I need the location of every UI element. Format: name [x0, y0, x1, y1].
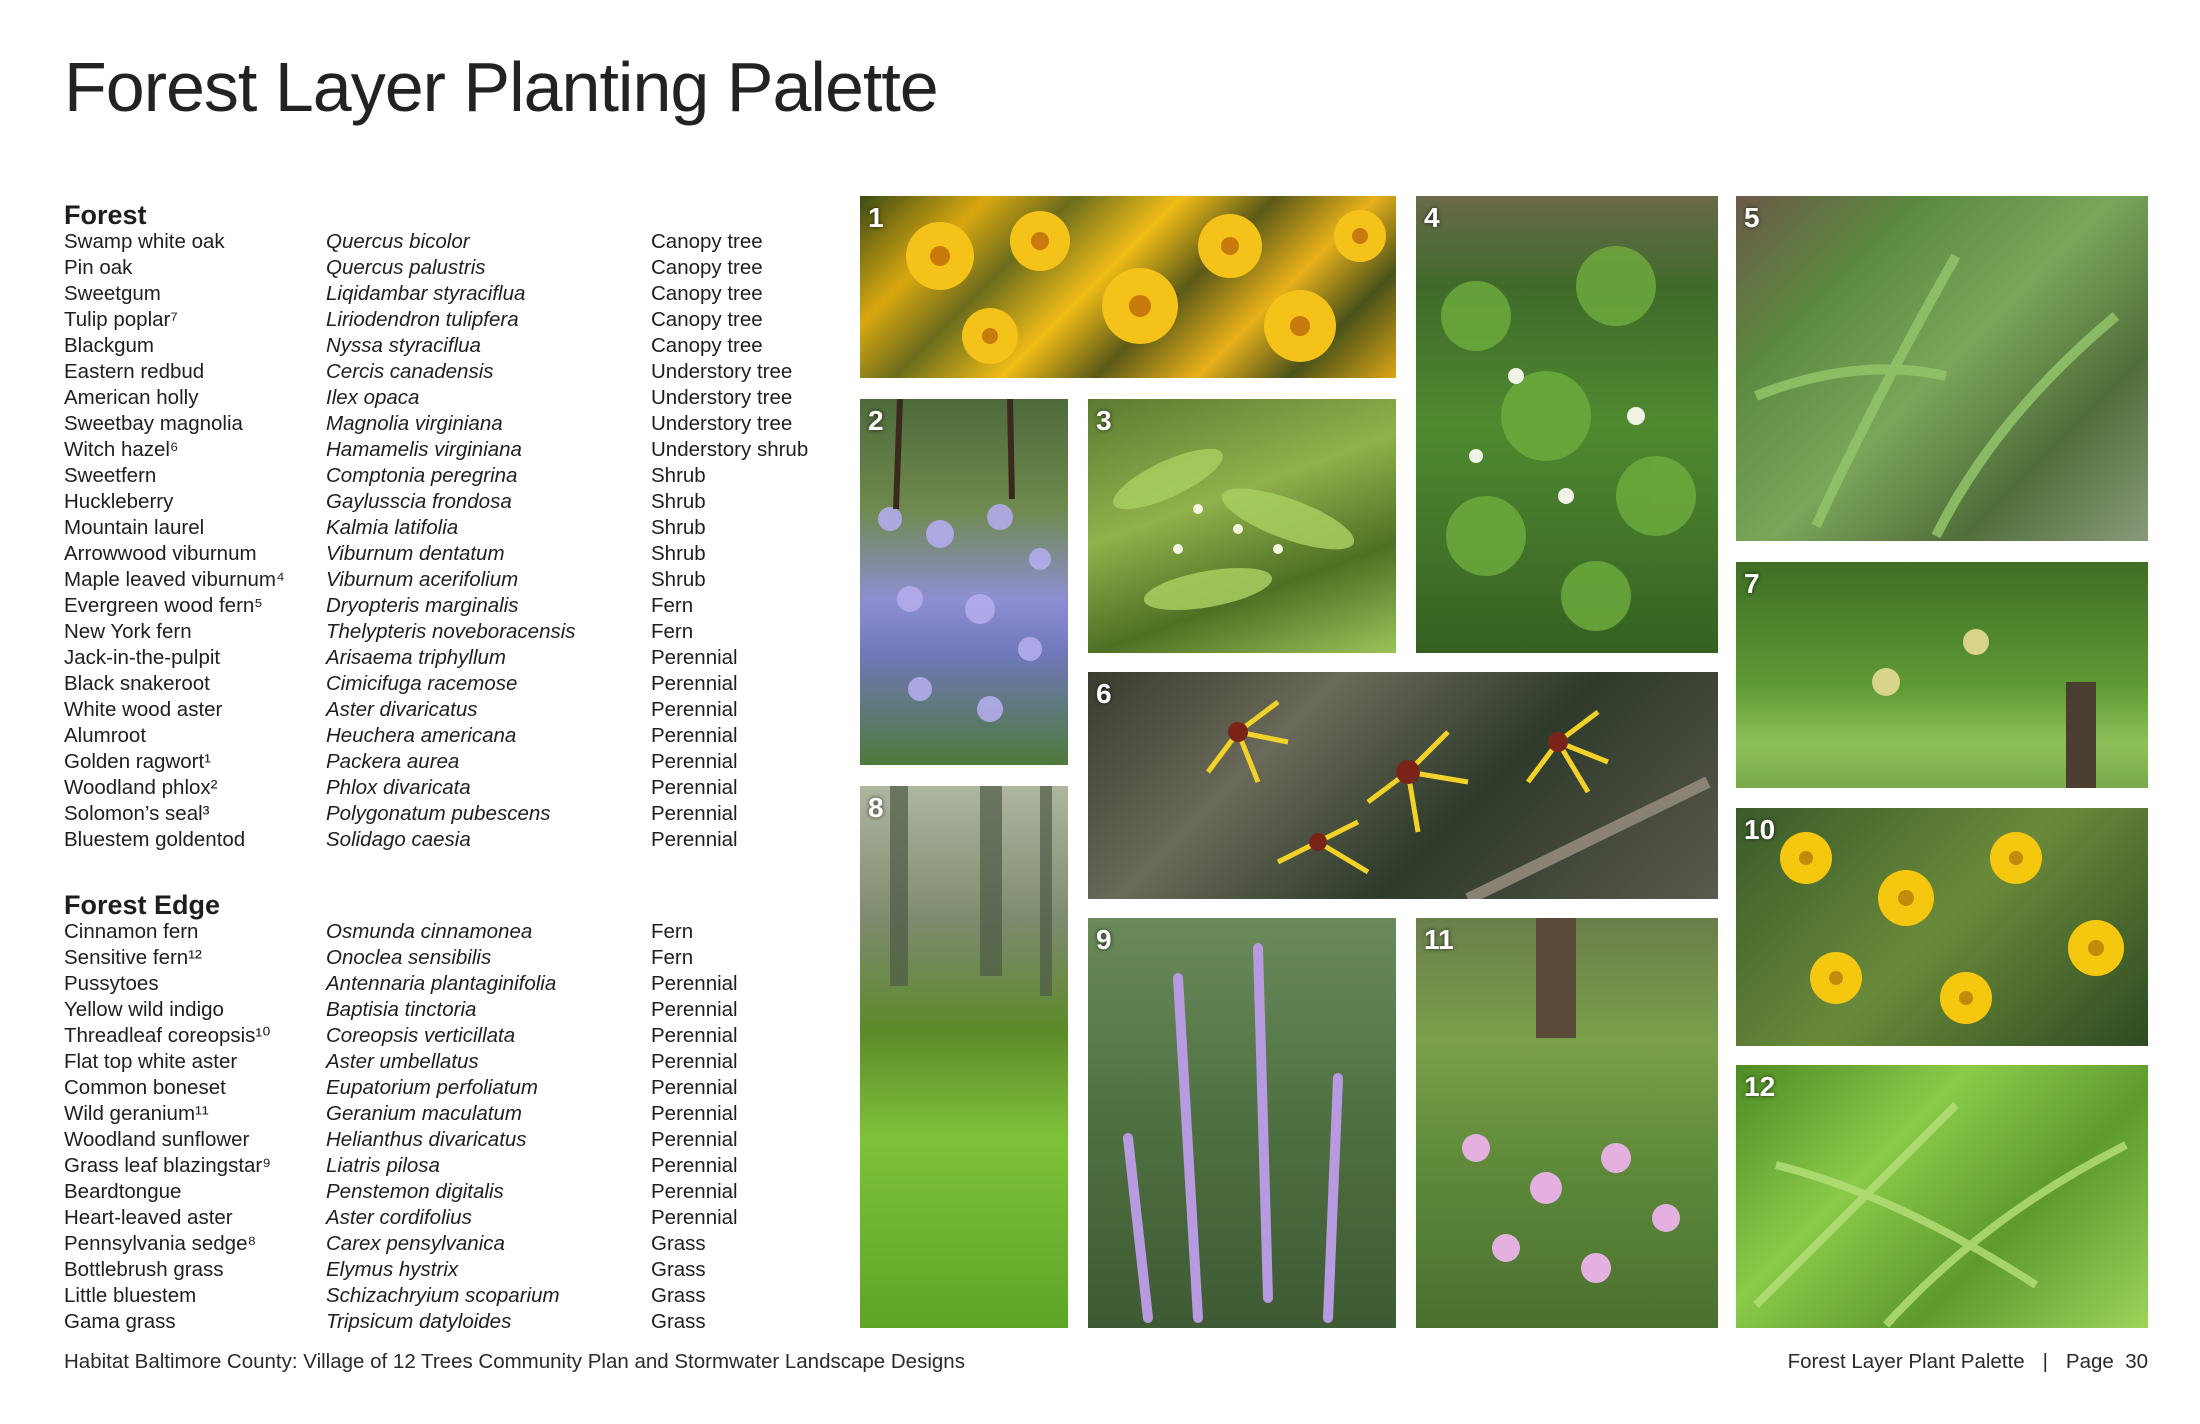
- photo-10: [1736, 808, 2148, 1046]
- common-name: Evergreen wood fern⁵: [64, 594, 263, 617]
- scientific-name: Polygonatum pubescens: [326, 802, 551, 825]
- common-name: Pussytoes: [64, 972, 159, 995]
- plant-row: [64, 919, 694, 945]
- common-name: Heart-leaved aster: [64, 1206, 233, 1229]
- scientific-name: Nyssa styraciflua: [326, 334, 481, 357]
- plant-type: Perennial: [651, 750, 738, 773]
- common-name: Grass leaf blazingstar⁹: [64, 1154, 272, 1177]
- plant-type: Understory tree: [651, 360, 793, 383]
- common-name: Pin oak: [64, 256, 133, 279]
- footer-separator: |: [2042, 1350, 2048, 1373]
- plant-row: [64, 437, 809, 463]
- scientific-name: Gaylusscia frondosa: [326, 490, 512, 513]
- photo-number: 9: [1096, 924, 1112, 955]
- plant-row: [64, 229, 763, 255]
- plant-row: [64, 541, 706, 567]
- photo-number: 5: [1744, 202, 1760, 233]
- common-name: Witch hazel⁶: [64, 438, 179, 461]
- common-name: Blackgum: [64, 334, 155, 357]
- plant-type: Perennial: [651, 802, 738, 825]
- threadleaf-coreopsis-icon: [1736, 808, 2148, 1046]
- scientific-name: Schizachryium scoparium: [326, 1284, 560, 1307]
- common-name: American holly: [64, 386, 199, 409]
- plant-type: Perennial: [651, 698, 738, 721]
- forest-edge-plant-list: [64, 890, 738, 1335]
- common-name: Threadleaf coreopsis¹⁰: [64, 1024, 271, 1047]
- scientific-name: Packera aurea: [326, 750, 460, 773]
- common-name: Yellow wild indigo: [64, 998, 224, 1021]
- photo-8: [860, 786, 1068, 1328]
- plant-type: Canopy tree: [651, 256, 763, 279]
- scientific-name: Viburnum dentatum: [326, 542, 505, 565]
- scientific-name: Cercis canadensis: [326, 360, 494, 383]
- footer-page-info: [1788, 1350, 2148, 1374]
- plant-type: Understory tree: [651, 386, 793, 409]
- common-name: New York fern: [64, 620, 192, 643]
- plant-row: [64, 489, 706, 515]
- footer-document-title: Habitat Baltimore County: Village of 12 Trees Community Plan and Stormwater Landscape Designs: [64, 1350, 965, 1373]
- plant-type: Canopy tree: [651, 334, 763, 357]
- golden-ragwort-icon: [860, 196, 1396, 378]
- common-name: Woodland sunflower: [64, 1128, 250, 1151]
- common-name: Flat top white aster: [64, 1050, 238, 1073]
- scientific-name: Osmunda cinnamonea: [326, 920, 533, 943]
- plant-type: Understory tree: [651, 412, 793, 435]
- scientific-name: Ilex opaca: [326, 386, 420, 409]
- common-name: White wood aster: [64, 698, 223, 721]
- plant-type: Canopy tree: [651, 230, 763, 253]
- plant-type: Perennial: [651, 672, 738, 695]
- plant-row: [64, 1075, 738, 1101]
- plant-row: [64, 749, 738, 775]
- solomons-seal-icon: [1088, 399, 1396, 653]
- common-name: Woodland phlox²: [64, 776, 218, 799]
- pennsylvania-sedge-icon: [860, 786, 1068, 1328]
- photo-number: 6: [1096, 678, 1112, 709]
- plant-type: Shrub: [651, 464, 706, 487]
- photo-12: [1736, 1065, 2148, 1328]
- plant-row: [64, 697, 738, 723]
- scientific-name: Geranium maculatum: [326, 1102, 522, 1125]
- common-name: Black snakeroot: [64, 672, 210, 695]
- plant-row: [64, 775, 738, 801]
- common-name: Solomon’s seal³: [64, 802, 210, 825]
- photo-number: 12: [1744, 1071, 1776, 1102]
- common-name: Arrowwood viburnum: [64, 542, 257, 565]
- scientific-name: Baptisia tinctoria: [326, 998, 477, 1021]
- plant-type: Perennial: [651, 646, 738, 669]
- photo-3: [1088, 399, 1396, 653]
- sensitive-fern-icon: [1736, 1065, 2148, 1328]
- plant-type: Perennial: [651, 998, 738, 1021]
- tulip-poplar-icon: [1736, 562, 2148, 788]
- plant-row: [64, 671, 738, 697]
- plant-row: [64, 945, 694, 971]
- common-name: Beardtongue: [64, 1180, 182, 1203]
- scientific-name: Quercus palustris: [326, 256, 486, 279]
- wild-geranium-icon: [1416, 918, 1718, 1328]
- photo-11: [1416, 918, 1718, 1328]
- plant-row: [64, 359, 793, 385]
- scientific-name: Liatris pilosa: [326, 1154, 440, 1177]
- scientific-name: Tripsicum datyloides: [326, 1310, 512, 1333]
- plant-row: [64, 1205, 738, 1231]
- common-name: Pennsylvania sedge⁸: [64, 1232, 257, 1255]
- scientific-name: Liqidambar styraciflua: [326, 282, 526, 305]
- plant-row: [64, 1153, 738, 1179]
- plant-row: [64, 1127, 738, 1153]
- plant-type: Fern: [651, 620, 694, 643]
- scientific-name: Solidago caesia: [326, 828, 471, 851]
- common-name: Eastern redbud: [64, 360, 205, 383]
- plant-type: Fern: [651, 946, 694, 969]
- photo-2: [860, 399, 1068, 765]
- scientific-name: Kalmia latifolia: [326, 516, 459, 539]
- photo-5: [1736, 196, 2148, 541]
- common-name: Little bluestem: [64, 1284, 197, 1307]
- plant-row: [64, 619, 694, 645]
- common-name: Swamp white oak: [64, 230, 225, 253]
- photo-4: [1416, 196, 1718, 653]
- plant-type: Perennial: [651, 1024, 738, 1047]
- plant-type: Fern: [651, 594, 694, 617]
- common-name: Huckleberry: [64, 490, 174, 513]
- witch-hazel-icon: [1088, 672, 1718, 899]
- plant-row: [64, 801, 738, 827]
- scientific-name: Coreopsis verticillata: [326, 1024, 516, 1047]
- common-name: Cinnamon fern: [64, 920, 199, 943]
- plant-row: [64, 1257, 706, 1283]
- photo-number: 10: [1744, 814, 1776, 845]
- scientific-name: Cimicifuga racemose: [326, 672, 518, 695]
- plant-row: [64, 515, 706, 541]
- plant-type: Perennial: [651, 828, 738, 851]
- maple-leaved-viburnum-icon: [1416, 196, 1718, 653]
- plant-row: [64, 827, 738, 853]
- plant-row: [64, 1049, 738, 1075]
- page-title: Forest Layer Planting Palette: [64, 48, 938, 126]
- plant-row: [64, 1101, 738, 1127]
- plant-type: Grass: [651, 1232, 706, 1255]
- section-heading: Forest: [64, 200, 147, 230]
- plant-row: [64, 971, 738, 997]
- plant-type: Grass: [651, 1310, 706, 1333]
- scientific-name: Onoclea sensibilis: [326, 946, 492, 969]
- photo-number: 4: [1424, 202, 1440, 233]
- photo-number: 2: [868, 405, 884, 436]
- plant-type: Shrub: [651, 542, 706, 565]
- plant-type: Perennial: [651, 972, 738, 995]
- scientific-name: Eupatorium perfoliatum: [326, 1076, 538, 1099]
- common-name: Sensitive fern¹²: [64, 946, 202, 969]
- scientific-name: Carex pensylvanica: [326, 1232, 505, 1255]
- photo-9: [1088, 918, 1396, 1328]
- forest-plant-list: [64, 200, 809, 853]
- plant-type: Perennial: [651, 1128, 738, 1151]
- common-name: Bluestem goldentod: [64, 828, 246, 851]
- scientific-name: Aster cordifolius: [326, 1206, 472, 1229]
- common-name: Jack-in-the-pulpit: [64, 646, 221, 669]
- plant-row: [64, 1023, 738, 1049]
- scientific-name: Hamamelis virginiana: [326, 438, 522, 461]
- plant-type: Shrub: [651, 568, 706, 591]
- common-name: Gama grass: [64, 1310, 176, 1333]
- scientific-name: Comptonia peregrina: [326, 464, 518, 487]
- common-name: Sweetgum: [64, 282, 161, 305]
- scientific-name: Viburnum acerifolium: [326, 568, 519, 591]
- common-name: Sweetfern: [64, 464, 157, 487]
- plant-row: [64, 645, 738, 671]
- plant-type: Perennial: [651, 1206, 738, 1229]
- plant-type: Canopy tree: [651, 308, 763, 331]
- scientific-name: Aster umbellatus: [326, 1050, 479, 1073]
- plant-type: Shrub: [651, 516, 706, 539]
- plant-row: [64, 1309, 706, 1335]
- plant-row: [64, 281, 763, 307]
- plant-type: Perennial: [651, 1180, 738, 1203]
- common-name: Alumroot: [64, 724, 147, 747]
- plant-row: [64, 307, 763, 333]
- plant-row: [64, 997, 738, 1023]
- plant-type: Perennial: [651, 724, 738, 747]
- scientific-name: Aster divaricatus: [326, 698, 478, 721]
- plant-row: [64, 255, 763, 281]
- plant-rows: [64, 919, 738, 1335]
- plant-row: [64, 723, 738, 749]
- photo-number: 1: [868, 202, 884, 233]
- common-name: Golden ragwort¹: [64, 750, 211, 773]
- plant-type: Perennial: [651, 1076, 738, 1099]
- plant-rows: [64, 229, 809, 853]
- plant-type: Fern: [651, 920, 694, 943]
- scientific-name: Penstemon digitalis: [326, 1180, 504, 1203]
- scientific-name: Dryopteris marginalis: [326, 594, 519, 617]
- common-name: Mountain laurel: [64, 516, 205, 539]
- scientific-name: Quercus bicolor: [326, 230, 470, 253]
- scientific-name: Antennaria plantaginifolia: [326, 972, 557, 995]
- section-heading: Forest Edge: [64, 890, 221, 920]
- common-name: Sweetbay magnolia: [64, 412, 243, 435]
- plant-type: Shrub: [651, 490, 706, 513]
- scientific-name: Heuchera americana: [326, 724, 517, 747]
- plant-row: [64, 385, 793, 411]
- plant-row: [64, 593, 694, 619]
- plant-type: Grass: [651, 1284, 706, 1307]
- scientific-name: Arisaema triphyllum: [326, 646, 506, 669]
- photo-number: 8: [868, 792, 884, 823]
- plant-row: [64, 1231, 706, 1257]
- photo-7: [1736, 562, 2148, 788]
- scientific-name: Elymus hystrix: [326, 1258, 459, 1281]
- evergreen-wood-fern-icon: [1736, 196, 2148, 541]
- page-number: Page 30: [2065, 1350, 2148, 1373]
- common-name: Bottlebrush grass: [64, 1258, 224, 1281]
- common-name: Wild geranium¹¹: [64, 1102, 209, 1125]
- plant-type: Perennial: [651, 776, 738, 799]
- woodland-phlox-icon: [860, 399, 1068, 765]
- common-name: Common boneset: [64, 1076, 226, 1099]
- plant-row: [64, 1179, 738, 1205]
- plant-type: Understory shrub: [651, 438, 809, 461]
- scientific-name: Liriodendron tulipfera: [326, 308, 519, 331]
- plant-type: Perennial: [651, 1102, 738, 1125]
- plant-type: Grass: [651, 1258, 706, 1281]
- scientific-name: Helianthus divaricatus: [326, 1128, 527, 1151]
- photo-number: 7: [1744, 568, 1760, 599]
- photo-1: [860, 196, 1396, 378]
- scientific-name: Thelypteris noveboracensis: [326, 620, 576, 643]
- plant-type: Canopy tree: [651, 282, 763, 305]
- footer-section-name: Forest Layer Plant Palette: [1787, 1350, 2025, 1373]
- plant-type: Perennial: [651, 1050, 738, 1073]
- grass-leaf-blazingstar-icon: [1088, 918, 1396, 1328]
- common-name: Maple leaved viburnum⁴: [64, 568, 285, 591]
- common-name: Tulip poplar⁷: [64, 308, 178, 331]
- photo-number: 3: [1096, 405, 1112, 436]
- scientific-name: Phlox divaricata: [326, 776, 471, 799]
- scientific-name: Magnolia virginiana: [326, 412, 503, 435]
- plant-row: [64, 1283, 706, 1309]
- plant-row: [64, 411, 793, 437]
- plant-row: [64, 463, 706, 489]
- plant-row: [64, 333, 763, 359]
- plant-type: Perennial: [651, 1154, 738, 1177]
- plant-row: [64, 567, 706, 593]
- photo-6: [1088, 672, 1718, 899]
- photo-number: 11: [1424, 924, 1454, 955]
